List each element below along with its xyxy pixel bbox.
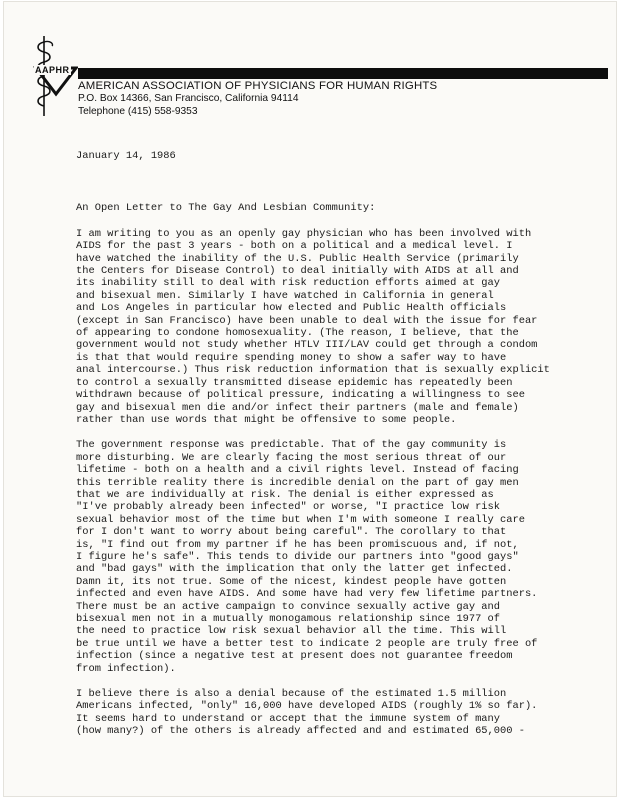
paragraph-line: gay and bisexual men die and/or infect their partners (male and female) [76,401,519,414]
paragraph-line: that we are individually at risk. The denial is either expressed as [76,488,494,501]
paragraph-line: infected and even have AIDS. And some have had very few lifetime partners. [76,588,538,601]
paragraph-line: have watched the inability of the U.S. Public Health Service (primarily [76,252,519,265]
paragraph-line: its inability still to deal with risk reduction efforts aimed at gay [76,277,501,290]
paragraph-line: is, "I find out from my partner if he has been promiscuous and, if not, [76,538,519,551]
letter-salutation: An Open Letter to The Gay And Lesbian Community: [76,202,376,215]
paragraph-line: and bisexual men. Similarly I have watched in California in general [76,289,494,302]
paragraph-line: I am writing to you as an openly gay physician who has been involved with [76,227,532,240]
paragraph-line: I figure he's safe". This tends to divide our partners into "good gays" [76,550,519,563]
paragraph-line: to control a sexually transmitted disease epidemic has repeatedly been [76,376,513,389]
paragraph-line: from infection). [76,662,176,675]
paragraph-line: Damn it, its not true. Some of the nicest, kindest people have gotten [76,575,507,588]
letter-paragraph [76,228,596,427]
paragraph-line: There must be an active campaign to convince sexually active gay and [76,600,501,613]
paragraph-line: and Los Angeles in particular how elected and Public Health officials [76,302,507,315]
paragraph-line: The government response was predictable. That of the gay community is [76,439,507,452]
paragraph-line: of appearing to condone homosexuality. (The reason, I believe, that the [76,327,519,340]
paragraph-line: and "bad gays" with the implication that only the latter get infected. [76,563,513,576]
organization-telephone: Telephone (415) 558-9353 [78,105,198,117]
letter-date: January 14, 1986 [76,150,176,162]
paragraph-line: It seems hard to understand or accept that the immune system of many [76,712,501,725]
paragraph-line: I believe there is also a denial because of the estimated 1.5 million [76,688,507,701]
organization-address: P.O. Box 14366, San Francisco, California 94114 [78,93,299,104]
letter-paragraphs [76,228,596,738]
paragraph-line: rather than use words that might be offensive to some people. [76,413,457,426]
organization-name: AMERICAN ASSOCIATION OF PHYSICIANS FOR HUMAN RIGHTS [78,80,438,92]
paragraph-line: government would not study whether HTLV III/LAV could get through a condom [76,339,538,352]
paragraph-line: be true until we have a better test to indicate 2 people are truly free of [76,637,538,650]
paragraph-line: anal intercourse.) Thus risk reduction information that is sexually explicit [76,364,550,377]
letter-paragraph [76,688,596,738]
paragraph-line: lifetime - both on a health and a civil rights level. Instead of facing [76,464,519,477]
paragraph-line: "I've probably already been infected" or worse, "I practice low risk [76,501,501,514]
letter-page [4,2,616,796]
letterhead-rule [78,68,608,79]
paragraph-line: this terrible reality there is incredible denial on the part of gay men [76,476,519,489]
paragraph-line: for I don't want to worry about being careful". The corollary to that [76,526,507,539]
paragraph-line: (except in San Francisco) have been unable to deal with the issue for fear [76,314,538,327]
paragraph-line: withdrawn because of political pressure, indicating a willingness to see [76,389,525,402]
letter-body [76,150,596,751]
paragraph-line: sexual behavior most of the time but when I'm with someone I really care [76,513,525,526]
paragraph-line: infection (since a negative test at present does not guarantee freedom [76,650,513,663]
paragraph-line: bisexual men not in a mutually monogamous relationship since 1977 of [76,613,501,625]
paragraph-line: AIDS for the past 3 years - both on a political and a medical level. I [76,240,513,253]
paragraph-line: (how many?) of the others is already affected and and estimated 65,000 - [76,725,525,738]
paragraph-line: the Centers for Disease Control) to deal initially with AIDS at all and [76,265,519,278]
paragraph-line: Americans infected, "only" 16,000 have developed AIDS (roughly 1% so far). [76,700,538,713]
paragraph-line: the need to practice low risk sexual behavior all the time. This will [76,625,507,638]
paragraph-line: is that that would require spending money to show a safer way to have [76,351,507,364]
letter-paragraph [76,439,596,675]
caduceus-triangle-icon [30,32,78,120]
paragraph-line: more disturbing. We are clearly facing the most serious threat of our [76,451,507,464]
organization-abbreviation: AAPHR [35,65,70,75]
letterhead [78,80,437,118]
